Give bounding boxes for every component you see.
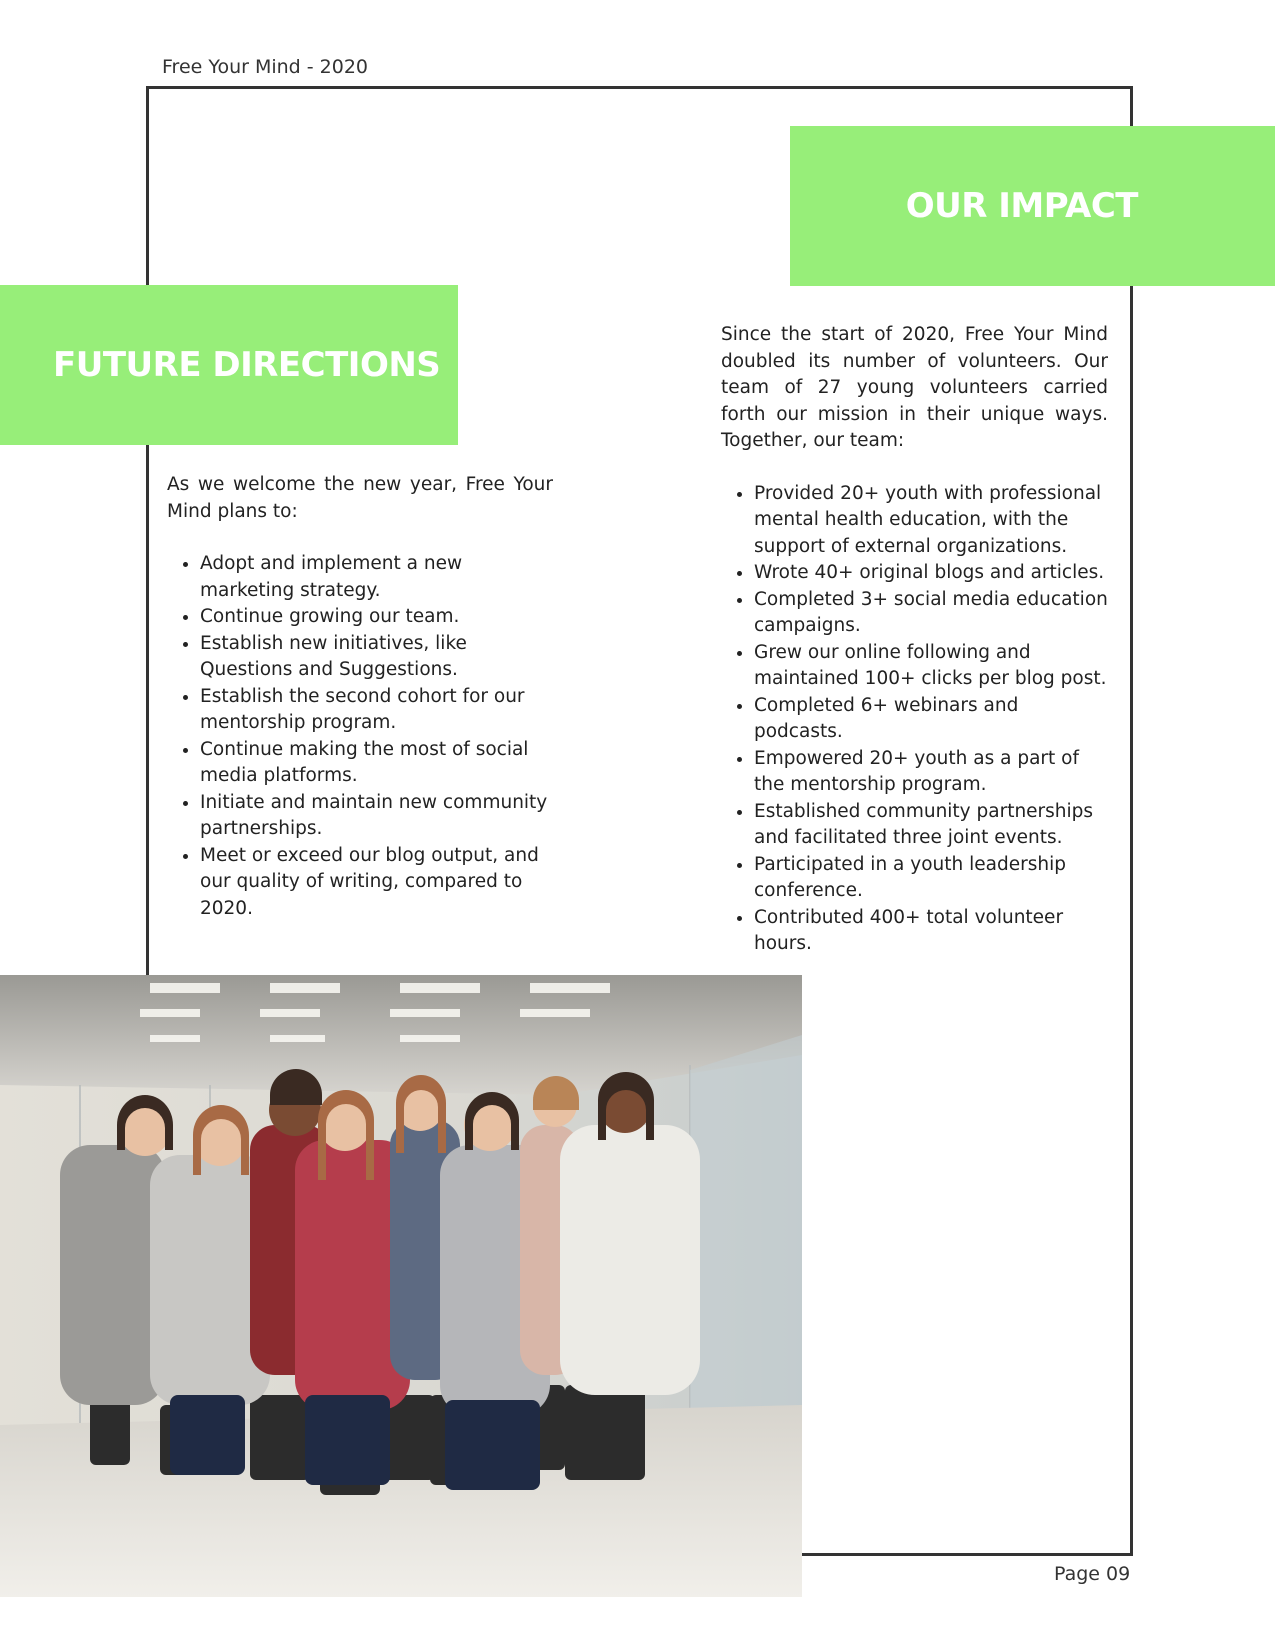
page-number: Page 09 [1054, 1563, 1131, 1585]
future-directions-banner [0, 285, 458, 445]
list-item: • Completed 6+ webinars and podcasts. [754, 693, 1108, 746]
list-item: • Participated in a youth leadership conference. [754, 852, 1108, 905]
list-item: • Meet or exceed our blog output, and our quality of writing, compared to 2020. [200, 843, 553, 923]
our-impact-list [721, 481, 1108, 958]
document-header: Free Your Mind - 2020 [162, 56, 369, 78]
list-item: • Provided 20+ youth with professional mental health education, with the support of external organizations. [754, 481, 1108, 561]
list-item: • Wrote 40+ original blogs and articles. [754, 560, 1108, 587]
list-item: • Continue making the most of social media platforms. [200, 737, 553, 790]
our-impact-heading: OUR IMPACT [905, 186, 1138, 226]
list-item: • Establish new initiatives, like Questions and Suggestions. [200, 631, 553, 684]
list-item: • Contributed 400+ total volunteer hours. [754, 905, 1108, 958]
our-impact-intro: Since the start of 2020, Free Your Mind doubled its number of volunteers. Our team of 27 young volunteers carried forth our mission in their unique ways. Together, our team: [721, 324, 1108, 451]
list-item: • Empowered 20+ youth as a part of the mentorship program. [754, 746, 1108, 799]
our-impact-section [721, 322, 1108, 958]
list-item: • Established community partnerships and facilitated three joint events. [754, 799, 1108, 852]
future-directions-heading: FUTURE DIRECTIONS [53, 345, 441, 385]
future-directions-intro: As we welcome the new year, Free Your Mind plans to: [167, 474, 553, 522]
list-item: • Initiate and maintain new community partnerships. [200, 790, 553, 843]
list-item: • Completed 3+ social media education campaigns. [754, 587, 1108, 640]
list-item: • Grew our online following and maintained 100+ clicks per blog post. [754, 640, 1108, 693]
team-photo [0, 975, 802, 1597]
team-photo-illustration [0, 975, 802, 1597]
our-impact-banner [790, 126, 1275, 286]
future-directions-list [167, 551, 553, 922]
list-item: • Establish the second cohort for our mentorship program. [200, 684, 553, 737]
future-directions-section [167, 472, 553, 922]
list-item: • Adopt and implement a new marketing strategy. [200, 551, 553, 604]
list-item: • Continue growing our team. [200, 604, 553, 631]
